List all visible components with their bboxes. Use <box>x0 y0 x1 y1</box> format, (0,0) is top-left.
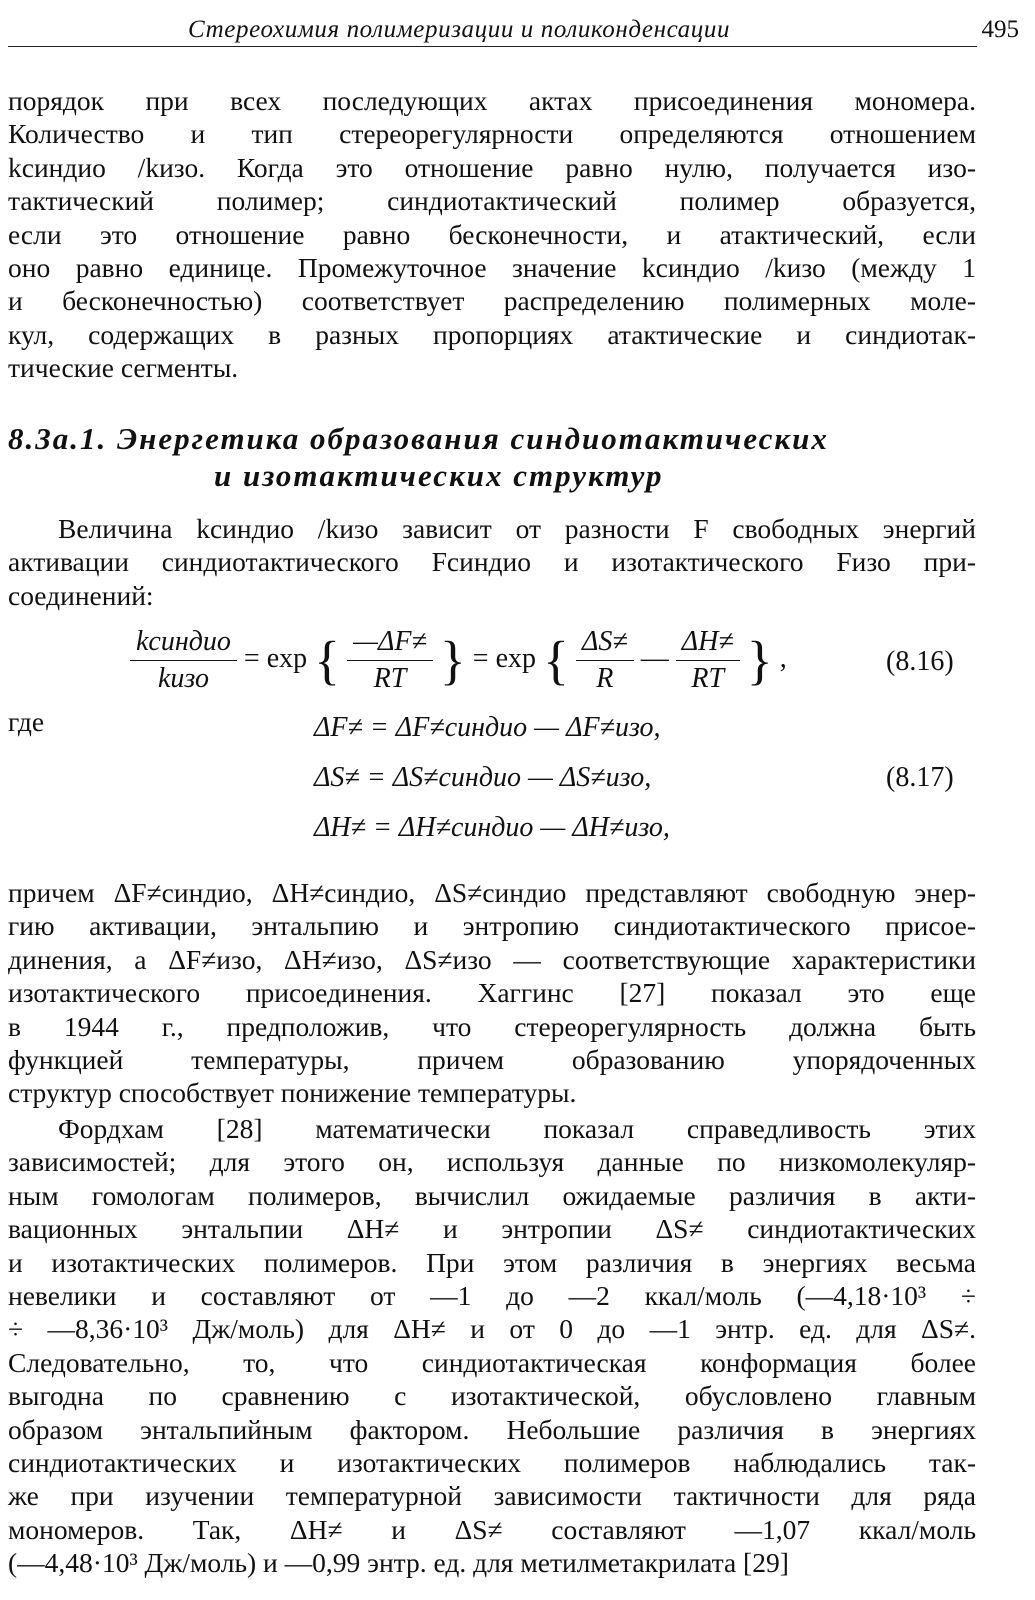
entropy-fraction <box>576 626 634 695</box>
equation-number-8-17: (8.17) <box>886 762 954 793</box>
enthalpy-numerator: ΔH≠ <box>676 626 740 661</box>
text-line: порядок при всех последующих актах присоединения мономера. <box>8 85 976 116</box>
section-heading <box>8 420 976 494</box>
text-line: оно равно единице. Промежуточное значение kсиндио /kизо (между 1 <box>8 252 976 284</box>
text-line: соединений: <box>8 579 154 611</box>
paragraph-intro <box>8 84 976 385</box>
text-line: ным гомологам полимеров, вычислил ожидаемые различия в акти- <box>8 1179 976 1211</box>
equation-8-17-line2: ΔS≠ = ΔS≠синдио — ΔS≠изо, <box>314 762 652 793</box>
text-line: причем ΔF≠синдио, ΔH≠синдио, ΔS≠синдио представляют свободную энер- <box>8 877 976 908</box>
equation-number-8-16: (8.16) <box>886 646 954 677</box>
text-line: образом энтальпийным фактором. Небольшие различия в энергиях <box>8 1413 976 1445</box>
text-line: kсиндио /kизо. Когда это отношение равно нулю, получается изо- <box>8 151 976 183</box>
text-line: изотактического присоединения. Хаггинс [27] показал это еще <box>8 977 976 1009</box>
text-line: гию активации, энтальпию и энтропию синдиотактического присое- <box>8 910 976 942</box>
enthalpy-fraction <box>676 626 740 695</box>
paragraph-kratio <box>8 512 976 612</box>
ratio-fraction <box>130 626 237 695</box>
entropy-denominator: R <box>596 663 614 694</box>
running-title: Стереохимия полимеризации и поликонденсации <box>188 16 731 43</box>
running-head <box>8 12 1019 47</box>
equation-8-16: $\frac{\text{kсиндио}}{\text{kизо}}$ = exp { $\frac{—\Delta F\ne}{RT}$ } = exp { $\frac{\Delta S\ne}{R}$ — $\frac{\Delta H\ne}{RT}$ } , <box>130 626 787 695</box>
enthalpy-denominator: RT <box>691 663 725 694</box>
text-line: Следовательно, то, что синдиотактическая конформация более <box>8 1346 976 1378</box>
text-line: синдиотактических и изотактических полимеров наблюдались так- <box>8 1447 976 1479</box>
text-line: Фордхам [28] математически показал справедливость этих <box>58 1113 976 1144</box>
text-line: активации синдиотактического Fсиндио и изотактического Fизо при- <box>8 546 976 578</box>
free-energy-denominator: RT <box>373 663 407 694</box>
section-number: 8.3а.1. <box>8 421 108 456</box>
exp-sign-1: = exp <box>243 642 308 674</box>
free-energy-numerator: —ΔF≠ <box>347 626 433 661</box>
text-line: же при изучении температурной зависимости тактичности для ряда <box>8 1480 976 1512</box>
free-energy-fraction <box>347 626 433 695</box>
text-line: невелики и составляют от —1 до —2 ккал/моль (—4,18·10³ ÷ <box>8 1280 976 1312</box>
text-line: ÷ —8,36·10³ Дж/моль) для ΔH≠ и от 0 до —1 энтр. ед. для ΔS≠. <box>8 1313 976 1345</box>
text-line: функцией температуры, причем образованию упорядоченных <box>8 1044 976 1076</box>
text-line: если это отношение равно бесконечности, и атактический, если <box>8 218 976 250</box>
section-title-line2: и изотактических структур <box>214 458 664 493</box>
where-label: где <box>8 706 45 737</box>
ratio-denominator: kизо <box>157 663 209 694</box>
text-line: динения, а ΔF≠изо, ΔH≠изо, ΔS≠изо — соответствующие характеристики <box>8 943 976 975</box>
text-line: тактический полимер; синдиотактический полимер образуется, <box>8 185 976 217</box>
text-line: выгодна по сравнению с изотактической, обусловлено главным <box>8 1380 976 1412</box>
section-title-line1: Энергетика образования синдиотактических <box>117 421 829 456</box>
exp-sign-2: = exp <box>472 642 537 674</box>
entropy-numerator: ΔS≠ <box>576 626 634 661</box>
paragraph-fordham <box>8 1112 976 1580</box>
page-number: 495 <box>981 16 1019 43</box>
text-line: вационных энтальпии ΔH≠ и энтропии ΔS≠ синдиотактических <box>8 1213 976 1245</box>
text-line: и изотактических полимеров. При этом различия в энергиях весьма <box>8 1246 976 1278</box>
equation-8-17-line3: ΔH≠ = ΔH≠синдио — ΔH≠изо, <box>314 812 670 843</box>
equation-8-17-line1: ΔF≠ = ΔF≠синдио — ΔF≠изо, <box>314 712 661 743</box>
text-line: зависимостей; для этого он, используя данные по низкомолекуляр- <box>8 1146 976 1178</box>
text-line: и бесконечностью) соответствует распределению полимерных моле- <box>8 285 976 317</box>
text-line: (—4,48·10³ Дж/моль) и —0,99 энтр. ед. для метилметакрилата [29] <box>8 1547 789 1579</box>
text-line: в 1944 г., предположив, что стереорегулярность должна быть <box>8 1010 976 1042</box>
text-line: Величина kсиндио /kизо зависит от разности F свободных энергий <box>58 513 976 544</box>
text-line: кул, содержащих в разных пропорциях атактические и синдиотак- <box>8 318 976 350</box>
paragraph-definitions <box>8 876 976 1110</box>
ratio-numerator: kсиндио <box>130 626 237 661</box>
text-line: тические сегменты. <box>8 352 239 384</box>
text-line: мономеров. Так, ΔH≠ и ΔS≠ составляют —1,07 ккал/моль <box>8 1513 976 1545</box>
text-line: структур способствует понижение температуры. <box>8 1077 577 1109</box>
text-line: Количество и тип стереорегулярности определяются отношением <box>8 118 976 150</box>
